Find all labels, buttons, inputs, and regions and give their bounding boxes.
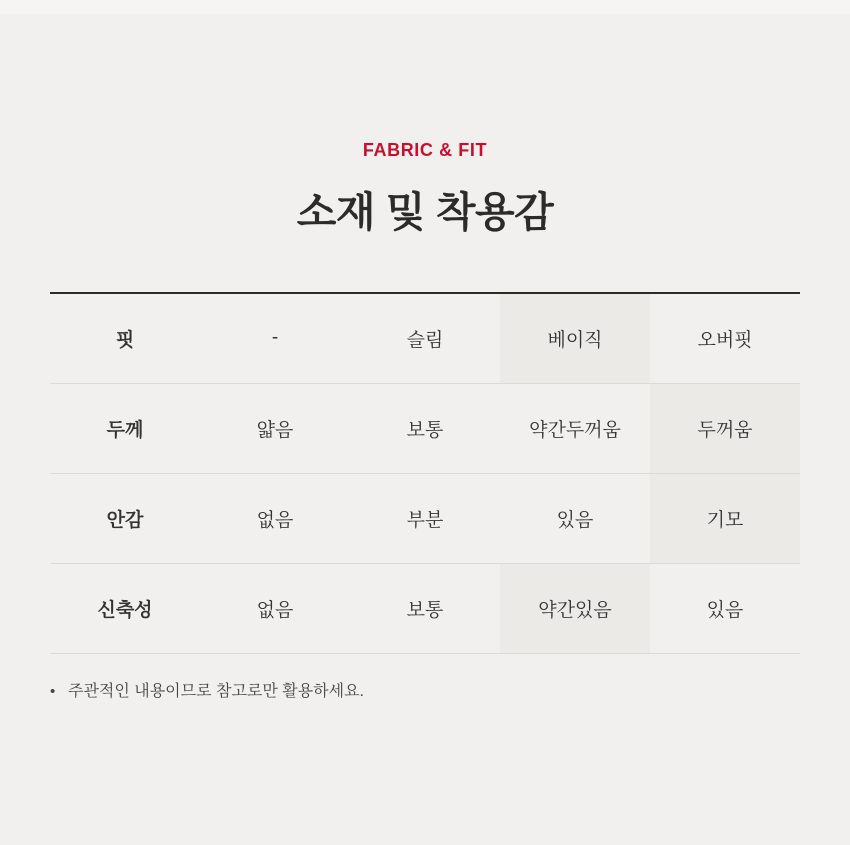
page-title: 소재 및 착용감 [296,189,554,235]
cell-fit-2[interactable]: 베이직 [500,293,650,383]
cell-lining-1[interactable]: 부분 [350,473,500,563]
row-label-elasticity: 신축성 [50,563,200,653]
cell-fit-0[interactable]: - [200,293,350,383]
top-strip [0,0,850,14]
cell-thickness-2[interactable]: 약간두꺼움 [500,383,650,473]
table-row [50,293,800,383]
cell-thickness-0[interactable]: 얇음 [200,383,350,473]
cell-lining-0[interactable]: 없음 [200,473,350,563]
cell-elasticity-3[interactable]: 있음 [650,563,800,653]
bullet-icon: • [50,682,56,700]
disclaimer-note [50,682,800,703]
cell-thickness-3[interactable]: 두꺼움 [650,383,800,473]
cell-lining-2[interactable]: 있음 [500,473,650,563]
disclaimer-text: 주관적인 내용이므로 참고로만 활용하세요. [68,682,364,700]
row-label-lining: 안감 [50,473,200,563]
cell-fit-3[interactable]: 오버핏 [650,293,800,383]
cell-elasticity-2[interactable]: 약간있음 [500,563,650,653]
fit-table-wrapper [50,292,800,654]
table-row [50,473,800,563]
table-row [50,563,800,653]
cell-thickness-1[interactable]: 보통 [350,383,500,473]
row-label-thickness: 두께 [50,383,200,473]
cell-fit-1[interactable]: 슬림 [350,293,500,383]
section-eyebrow: FABRIC & FIT [362,140,488,160]
row-label-fit: 핏 [50,293,200,383]
table-row [50,383,800,473]
content-area [0,14,850,702]
cell-elasticity-1[interactable]: 보통 [350,563,500,653]
fabric-fit-table [50,292,800,654]
cell-lining-3[interactable]: 기모 [650,473,800,563]
cell-elasticity-0[interactable]: 없음 [200,563,350,653]
